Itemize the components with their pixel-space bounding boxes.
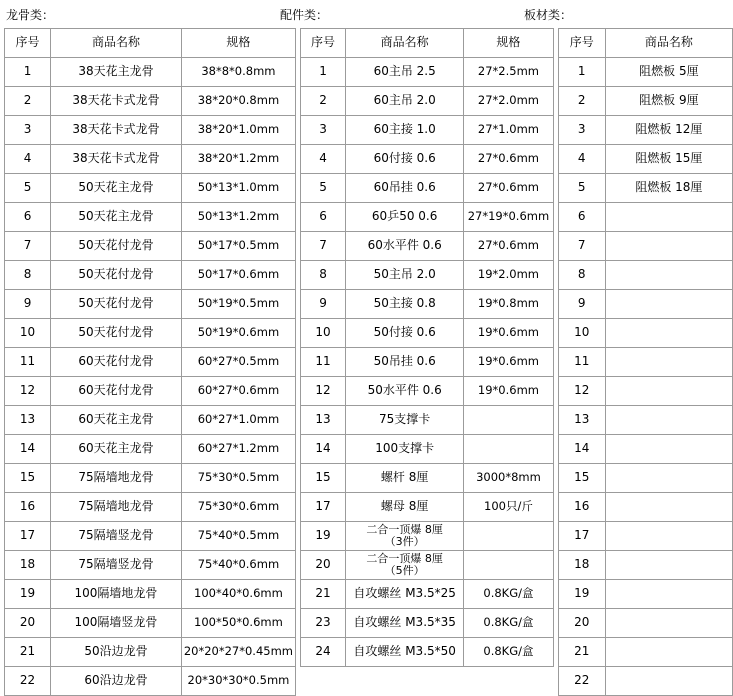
cell-spec: 19*0.6mm (464, 348, 553, 377)
cell-product-name: 50吊挂 0.6 (346, 348, 464, 377)
table-row (558, 290, 732, 319)
cell-product-name: 60沿边龙骨 (51, 667, 182, 696)
table-body (558, 58, 732, 696)
table-row (5, 522, 296, 551)
cell-product-name: 阻燃板 15厘 (605, 145, 732, 174)
table-row (558, 493, 732, 522)
cell-index: 1 (301, 58, 346, 87)
cell-index: 2 (558, 87, 605, 116)
table-row (301, 551, 554, 580)
cell-product-name (605, 290, 732, 319)
cell-index: 3 (301, 116, 346, 145)
table-row (301, 580, 554, 609)
table-header-row (301, 29, 554, 58)
table-row (558, 522, 732, 551)
cell-index: 17 (5, 522, 51, 551)
cell-index: 17 (301, 493, 346, 522)
table-row (301, 609, 554, 638)
table-row (558, 406, 732, 435)
table-group-b (300, 28, 554, 667)
table-row (301, 116, 554, 145)
table-row (558, 174, 732, 203)
cell-index: 1 (5, 58, 51, 87)
cell-index: 13 (558, 406, 605, 435)
cell-product-name: 50天花付龙骨 (51, 319, 182, 348)
cell-product-name: 60付接 0.6 (346, 145, 464, 174)
group-c-title: 板材类： (524, 8, 573, 22)
cell-spec: 38*20*0.8mm (181, 87, 295, 116)
cell-spec: 20*30*30*0.5mm (181, 667, 295, 696)
cell-spec: 50*13*1.2mm (181, 203, 295, 232)
cell-index: 21 (5, 638, 51, 667)
table-row (558, 203, 732, 232)
titles-row (0, 0, 733, 28)
table-row (5, 290, 296, 319)
cell-product-name: 60天花主龙骨 (51, 406, 182, 435)
cell-index: 10 (5, 319, 51, 348)
cell-product-name (605, 261, 732, 290)
table-row (5, 464, 296, 493)
cell-spec: 100*40*0.6mm (181, 580, 295, 609)
cell-product-name: 100隔墙竖龙骨 (51, 609, 182, 638)
cell-spec: 27*0.6mm (464, 145, 553, 174)
cell-product-name: 阻燃板 18厘 (605, 174, 732, 203)
cell-spec: 19*0.6mm (464, 319, 553, 348)
cell-index: 7 (301, 232, 346, 261)
cell-spec: 19*2.0mm (464, 261, 553, 290)
table-row (5, 580, 296, 609)
table-row (558, 435, 732, 464)
cell-index: 24 (301, 638, 346, 667)
table-row (5, 261, 296, 290)
table-row (5, 348, 296, 377)
cell-product-name (605, 551, 732, 580)
cell-index: 14 (558, 435, 605, 464)
cell-spec: 27*0.6mm (464, 232, 553, 261)
table-group-a (4, 28, 296, 696)
cell-product-name: 60天花付龙骨 (51, 348, 182, 377)
cell-spec: 100只/斤 (464, 493, 553, 522)
table-row (558, 377, 732, 406)
table-body (5, 58, 296, 696)
column-header: 规格 (181, 29, 295, 58)
cell-spec: 60*27*0.5mm (181, 348, 295, 377)
table-row (5, 493, 296, 522)
table-row (301, 145, 554, 174)
cell-product-name: 自攻螺丝 M3.5*35 (346, 609, 464, 638)
cell-spec: 0.8KG/盒 (464, 609, 553, 638)
cell-index: 8 (558, 261, 605, 290)
table-row (5, 145, 296, 174)
cell-index: 4 (558, 145, 605, 174)
cell-index: 16 (558, 493, 605, 522)
cell-spec: 75*30*0.5mm (181, 464, 295, 493)
cell-spec: 50*19*0.6mm (181, 319, 295, 348)
table-row (558, 232, 732, 261)
cell-product-name: 60天花主龙骨 (51, 435, 182, 464)
column-header: 规格 (464, 29, 553, 58)
table-row (5, 319, 296, 348)
cell-product-name (605, 464, 732, 493)
cell-product-name (605, 493, 732, 522)
cell-product-name: 75隔墙竖龙骨 (51, 522, 182, 551)
table-row (301, 87, 554, 116)
cell-spec: 0.8KG/盒 (464, 638, 553, 667)
cell-index: 21 (301, 580, 346, 609)
cell-product-name (605, 203, 732, 232)
cell-product-name: 50主吊 2.0 (346, 261, 464, 290)
cell-product-name: 60水平件 0.6 (346, 232, 464, 261)
cell-index: 3 (558, 116, 605, 145)
cell-product-name: 阻燃板 12厘 (605, 116, 732, 145)
cell-spec: 3000*8mm (464, 464, 553, 493)
cell-index: 5 (5, 174, 51, 203)
cell-product-name: 75隔墙地龙骨 (51, 464, 182, 493)
cell-spec: 100*50*0.6mm (181, 609, 295, 638)
cell-index: 15 (558, 464, 605, 493)
cell-product-name (605, 348, 732, 377)
cell-index: 19 (558, 580, 605, 609)
table-row (301, 464, 554, 493)
cell-spec (464, 551, 553, 580)
cell-index: 12 (5, 377, 51, 406)
cell-index: 6 (5, 203, 51, 232)
cell-spec: 38*20*1.0mm (181, 116, 295, 145)
table-row (301, 435, 554, 464)
cell-index: 20 (5, 609, 51, 638)
column-header: 序号 (558, 29, 605, 58)
cell-spec: 27*1.0mm (464, 116, 553, 145)
cell-product-name: 50天花主龙骨 (51, 174, 182, 203)
cell-spec: 38*8*0.8mm (181, 58, 295, 87)
table-row (558, 464, 732, 493)
table-row (558, 319, 732, 348)
table-row (5, 406, 296, 435)
cell-product-name: 60主接 1.0 (346, 116, 464, 145)
cell-index: 10 (301, 319, 346, 348)
cell-index: 11 (5, 348, 51, 377)
cell-spec: 75*40*0.5mm (181, 522, 295, 551)
table-header-row (5, 29, 296, 58)
cell-product-name: 阻燃板 5厘 (605, 58, 732, 87)
table-row (301, 377, 554, 406)
table-row (301, 232, 554, 261)
cell-product-name: 100支撑卡 (346, 435, 464, 464)
table-group-c (558, 28, 733, 696)
cell-index: 11 (301, 348, 346, 377)
cell-product-name: 螺杆 8厘 (346, 464, 464, 493)
cell-spec: 50*13*1.0mm (181, 174, 295, 203)
table-row (5, 609, 296, 638)
column-header: 商品名称 (51, 29, 182, 58)
cell-spec (464, 406, 553, 435)
cell-product-name: 50天花付龙骨 (51, 232, 182, 261)
table-row (5, 232, 296, 261)
cell-index: 9 (558, 290, 605, 319)
cell-index: 8 (5, 261, 51, 290)
table-row (558, 638, 732, 667)
cell-index: 3 (5, 116, 51, 145)
table-row (558, 58, 732, 87)
cell-index: 11 (558, 348, 605, 377)
cell-index: 2 (5, 87, 51, 116)
tables-container (0, 28, 733, 696)
table-row (5, 58, 296, 87)
cell-index: 23 (301, 609, 346, 638)
group-a-title: 龙骨类： (6, 8, 55, 22)
cell-product-name: 50沿边龙骨 (51, 638, 182, 667)
table-row (301, 348, 554, 377)
cell-index: 14 (5, 435, 51, 464)
table-row (558, 551, 732, 580)
table-row (558, 145, 732, 174)
cell-product-name: 100隔墙地龙骨 (51, 580, 182, 609)
cell-product-name: 38天花卡式龙骨 (51, 116, 182, 145)
column-header: 序号 (301, 29, 346, 58)
table-row (558, 348, 732, 377)
column-header: 商品名称 (346, 29, 464, 58)
table-row (301, 638, 554, 667)
cell-product-name: 60主吊 2.5 (346, 58, 464, 87)
cell-spec (464, 435, 553, 464)
group-b-title: 配件类： (280, 8, 329, 22)
table-row (301, 174, 554, 203)
cell-spec: 60*27*1.0mm (181, 406, 295, 435)
cell-spec (464, 522, 553, 551)
cell-spec: 27*2.5mm (464, 58, 553, 87)
cell-product-name: 50天花付龙骨 (51, 290, 182, 319)
table-row (558, 87, 732, 116)
cell-index: 19 (5, 580, 51, 609)
table-row (301, 522, 554, 551)
cell-spec: 19*0.6mm (464, 377, 553, 406)
table-body (301, 58, 554, 667)
cell-product-name: 60天花付龙骨 (51, 377, 182, 406)
cell-index: 4 (5, 145, 51, 174)
cell-product-name (605, 406, 732, 435)
cell-index: 19 (301, 522, 346, 551)
cell-product-name: 75支撑卡 (346, 406, 464, 435)
cell-index: 18 (5, 551, 51, 580)
cell-index: 15 (5, 464, 51, 493)
table-row (301, 493, 554, 522)
cell-index: 22 (5, 667, 51, 696)
cell-product-name (605, 319, 732, 348)
table-row (301, 261, 554, 290)
table-row (301, 203, 554, 232)
cell-spec: 27*0.6mm (464, 174, 553, 203)
table-row (5, 551, 296, 580)
table-row (301, 319, 554, 348)
cell-spec: 20*20*27*0.45mm (181, 638, 295, 667)
cell-index: 4 (301, 145, 346, 174)
table-row (5, 203, 296, 232)
cell-product-name: 二合一顶爆 8厘 （5件） (346, 551, 464, 580)
cell-index: 6 (558, 203, 605, 232)
cell-product-name: 50付接 0.6 (346, 319, 464, 348)
cell-spec: 75*40*0.6mm (181, 551, 295, 580)
cell-index: 17 (558, 522, 605, 551)
cell-spec: 50*17*0.6mm (181, 261, 295, 290)
cell-spec: 75*30*0.6mm (181, 493, 295, 522)
cell-index: 7 (5, 232, 51, 261)
cell-product-name: 38天花主龙骨 (51, 58, 182, 87)
cell-index: 15 (301, 464, 346, 493)
cell-product-name: 阻燃板 9厘 (605, 87, 732, 116)
cell-spec: 0.8KG/盒 (464, 580, 553, 609)
table-row (5, 87, 296, 116)
cell-product-name (605, 609, 732, 638)
cell-spec: 19*0.8mm (464, 290, 553, 319)
cell-product-name: 自攻螺丝 M3.5*50 (346, 638, 464, 667)
cell-index: 7 (558, 232, 605, 261)
cell-product-name (605, 580, 732, 609)
cell-product-name (605, 667, 732, 696)
cell-spec: 60*27*0.6mm (181, 377, 295, 406)
cell-index: 9 (301, 290, 346, 319)
table-row (5, 435, 296, 464)
table-row (5, 667, 296, 696)
cell-index: 2 (301, 87, 346, 116)
table-row (558, 116, 732, 145)
cell-spec: 60*27*1.2mm (181, 435, 295, 464)
cell-index: 10 (558, 319, 605, 348)
cell-product-name: 38天花卡式龙骨 (51, 87, 182, 116)
table-row (558, 609, 732, 638)
cell-product-name: 60吊挂 0.6 (346, 174, 464, 203)
cell-index: 20 (301, 551, 346, 580)
cell-index: 1 (558, 58, 605, 87)
cell-index: 21 (558, 638, 605, 667)
cell-product-name (605, 377, 732, 406)
cell-product-name: 二合一顶爆 8厘 （3件） (346, 522, 464, 551)
column-header: 商品名称 (605, 29, 732, 58)
cell-product-name: 38天花卡式龙骨 (51, 145, 182, 174)
cell-product-name (605, 232, 732, 261)
cell-spec: 38*20*1.2mm (181, 145, 295, 174)
column-header: 序号 (5, 29, 51, 58)
table-row (558, 261, 732, 290)
cell-product-name (605, 435, 732, 464)
cell-product-name: 自攻螺丝 M3.5*25 (346, 580, 464, 609)
cell-product-name: 75隔墙竖龙骨 (51, 551, 182, 580)
cell-index: 20 (558, 609, 605, 638)
cell-index: 22 (558, 667, 605, 696)
table-row (558, 667, 732, 696)
cell-index: 12 (558, 377, 605, 406)
table-row (301, 406, 554, 435)
cell-index: 13 (5, 406, 51, 435)
cell-index: 16 (5, 493, 51, 522)
cell-product-name: 50主接 0.8 (346, 290, 464, 319)
cell-index: 14 (301, 435, 346, 464)
cell-product-name: 75隔墙地龙骨 (51, 493, 182, 522)
cell-product-name (605, 522, 732, 551)
table-row (5, 116, 296, 145)
table-row (301, 290, 554, 319)
cell-product-name: 螺母 8厘 (346, 493, 464, 522)
cell-index: 8 (301, 261, 346, 290)
cell-product-name: 50天花付龙骨 (51, 261, 182, 290)
cell-index: 9 (5, 290, 51, 319)
table-row (5, 638, 296, 667)
cell-index: 18 (558, 551, 605, 580)
cell-index: 13 (301, 406, 346, 435)
cell-index: 12 (301, 377, 346, 406)
table-row (558, 580, 732, 609)
cell-product-name: 60主吊 2.0 (346, 87, 464, 116)
cell-index: 5 (558, 174, 605, 203)
cell-product-name (605, 638, 732, 667)
cell-index: 5 (301, 174, 346, 203)
cell-index: 6 (301, 203, 346, 232)
table-header-row (558, 29, 732, 58)
cell-spec: 50*17*0.5mm (181, 232, 295, 261)
table-row (5, 377, 296, 406)
table-row (301, 58, 554, 87)
cell-spec: 27*19*0.6mm (464, 203, 553, 232)
cell-spec: 50*19*0.5mm (181, 290, 295, 319)
cell-product-name: 50天花主龙骨 (51, 203, 182, 232)
cell-product-name: 60乒50 0.6 (346, 203, 464, 232)
cell-spec: 27*2.0mm (464, 87, 553, 116)
table-row (5, 174, 296, 203)
cell-product-name: 50水平件 0.6 (346, 377, 464, 406)
